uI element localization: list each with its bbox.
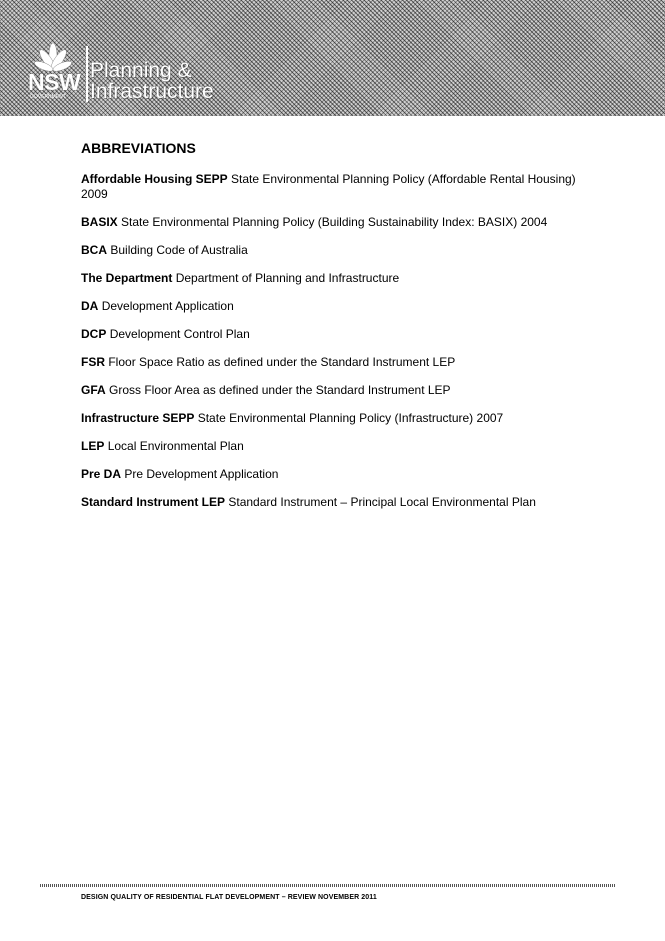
abbreviation-entry [81,439,581,454]
abbreviation-term: Pre DA [81,467,122,481]
abbreviation-entry [81,271,581,286]
logo-divider [86,46,88,102]
abbreviation-definition: State Environmental Planning Policy (Infrastructure) 2007 [197,411,504,425]
logo-wordmark: NSW [28,69,81,95]
footer-divider [40,884,615,887]
abbreviation-term: FSR [81,355,105,369]
abbreviation-term: Infrastructure SEPP [81,411,195,425]
abbreviation-term: DCP [81,327,107,341]
footer-text: DESIGN QUALITY OF RESIDENTIAL FLAT DEVELOPMENT – REVIEW NOVEMBER 2011 [81,894,377,901]
abbreviation-entry [81,215,581,230]
abbreviation-definition: Development Application [101,299,234,313]
nsw-planning-logo [24,36,224,106]
abbreviation-entry [81,172,581,202]
abbreviation-definition: Local Environmental Plan [107,439,244,453]
abbreviation-definition: State Environmental Planning Policy (Building Sustainability Index: BASIX) 2004 [121,215,548,229]
abbreviation-definition: Building Code of Australia [110,243,248,257]
abbreviation-definition: Floor Space Ratio as defined under the Standard Instrument LEP [108,355,456,369]
abbreviation-term: Affordable Housing SEPP [81,172,228,186]
abbreviation-term: DA [81,299,99,313]
abbreviation-entry [81,467,581,482]
abbreviation-definition: State Environmental Planning Policy (Affordable Rental Housing) 2009 [81,172,576,201]
abbreviation-definition: Standard Instrument – Principal Local Environmental Plan [228,495,536,509]
abbreviation-entry [81,355,581,370]
abbreviation-definition: Pre Development Application [124,467,279,481]
department-name-line1: Planning & [90,59,192,82]
abbreviation-term: The Department [81,271,173,285]
abbreviation-entry [81,495,581,510]
abbreviation-entry [81,383,581,398]
abbreviation-term: BCA [81,243,107,257]
abbreviation-term: Standard Instrument LEP [81,495,226,509]
department-name-line2: Infrastructure [90,80,214,103]
document-body [81,140,581,523]
abbreviation-term: BASIX [81,215,118,229]
abbreviation-term: LEP [81,439,105,453]
abbreviation-entry [81,299,581,314]
abbreviation-definition: Department of Planning and Infrastructure [175,271,400,285]
abbreviation-definition: Gross Floor Area as defined under the Standard Instrument LEP [109,383,451,397]
abbreviation-entry [81,243,581,258]
abbreviation-definition: Development Control Plan [109,327,250,341]
abbreviation-term: GFA [81,383,106,397]
abbreviation-entry [81,327,581,342]
logo-tagline: GOVERNMENT [30,94,66,100]
abbreviation-entry [81,411,581,426]
header-banner [0,0,665,116]
page-title: ABBREVIATIONS [81,140,196,156]
